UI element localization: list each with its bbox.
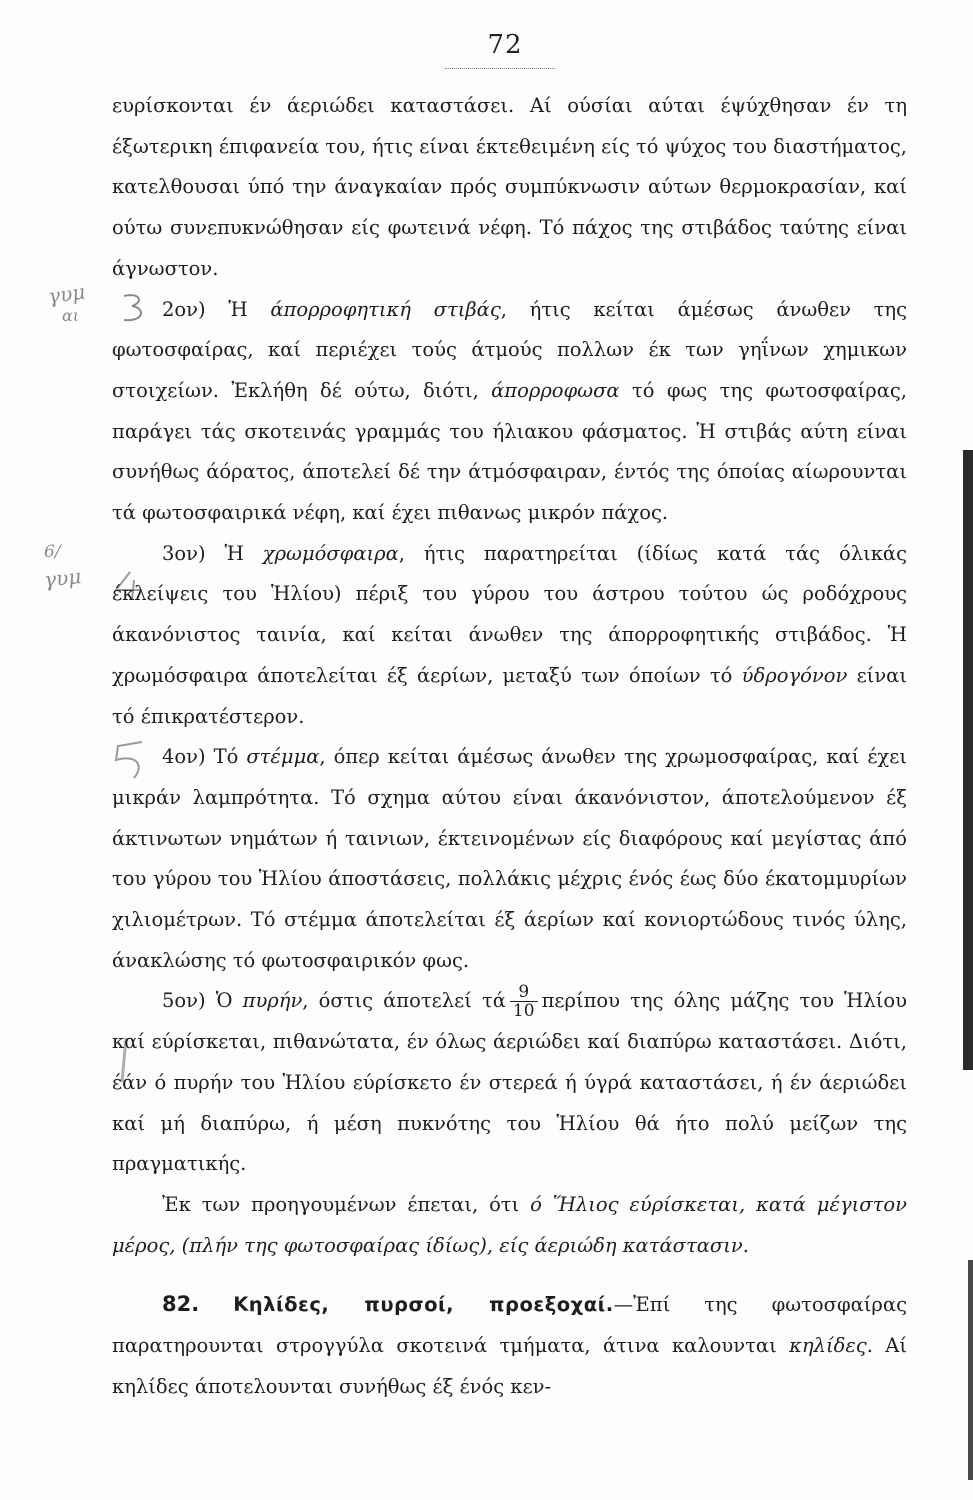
term-core: πυρήν (242, 989, 303, 1013)
paragraph-2-lead: Ἡ (228, 297, 248, 321)
term-absorbing-layer: άπορροφητική στιβάς (270, 297, 501, 321)
paragraph-3-text: , ήτις παρατηρείται (ίδίως κατά τάς όλικάς έκλείψεις του Ἡλίου) πέριξ του γύρου του άστρου τούτου ώς ροδόχρους άκανόνιστος ταινία, καί κείται άνωθεν της άπορροφητικής στιβάδος. Ἡ χρωμόσφαιρα άποτελείται έξ άερίων, μεταξύ των όποίων τό (112, 541, 908, 687)
term-chromosphere: χρωμόσφαιρα (262, 541, 399, 565)
paragraph-4-label: 4ον) (162, 745, 206, 769)
body-text (112, 86, 907, 1408)
paragraph-3-lead: Ἡ (224, 541, 244, 565)
paragraph-4-lead: Τό (213, 745, 239, 769)
paragraph-2-text: , ήτις κείται άμέσως άνωθεν της φωτοσφαίρας, καί περιέχει τούς άτμούς πολλων έκ των γηΐνων χημικων στοιχείων. Ἐκλήθη δέ ούτω, διότι, (112, 297, 908, 402)
fraction-denominator: 10 (512, 1001, 535, 1022)
term-corona: στέμμα (246, 745, 320, 769)
section-number: 82. (162, 1292, 200, 1317)
paragraph-3-text-2: είναι τό έπικρατέστερον. (112, 663, 907, 728)
term-hydrogen: ύδρογόνον (741, 663, 848, 687)
paragraph-5-text-2: περίπου της όλης μάζης του Ἡλίου καί εύρίσκεται, πιθανώτατα, έν όλως άεριώδει καί διαπύρω καταστάσει. Διότι, έάν ό πυρήν του Ἡλίου εύρίσκετο έν στερεά ή ύγρά καταστάσει, ή έν άεριώδει καί μή διαπύρω, ή μέση πυκνότης του Ἡλίου θά ήτο πολύ μείζων της πραγματικής. (112, 989, 908, 1176)
paragraph-2-label: 2ον) (162, 297, 206, 321)
paragraph-2 (112, 290, 907, 534)
section-text: Ἐπί της φωτοσφαίρας παρατηρουνται στρογγύλα σκοτεινά τμήματα, άτινα καλουνται (112, 1293, 907, 1358)
margin-note-3: 6/ (44, 542, 61, 562)
section-title: Κηλίδες, πυρσοί, προεξοχαί. (233, 1293, 614, 1317)
paragraph-1 (112, 86, 907, 290)
margin-note-2: αι (62, 306, 80, 325)
fraction-nine-tenths (510, 983, 538, 1020)
page-number: 72 (487, 30, 523, 60)
margin-note-4: γυμ (42, 564, 83, 592)
paragraph-3-label: 3ον) (162, 541, 206, 565)
page-edge-shadow-lower (968, 1260, 973, 1480)
paragraph-6-emphasis: ό Ἥλιος εύρίσκεται, κατά μέγιστον μέρος, (πλήν της φωτοσφαίρας ίδίως), είς άεριώδη κατάστασιν. (112, 1192, 907, 1257)
term-absorbing: άπορροφωσα (491, 378, 620, 402)
page-edge-shadow (963, 450, 973, 1070)
paragraph-5 (112, 981, 907, 1185)
section-dash: — (613, 1293, 634, 1317)
margin-note-1: γυμ (46, 279, 87, 309)
paragraph-6 (112, 1185, 907, 1266)
page-number-rule (445, 68, 555, 69)
paragraph-5-text: , όστις άποτελεί τά (302, 989, 506, 1013)
term-sunspots: κηλίδες (789, 1334, 867, 1358)
paragraph-3 (112, 534, 907, 738)
paragraph-5-label: 5ον) (162, 989, 206, 1013)
paragraph-4 (112, 737, 907, 981)
section-82 (112, 1284, 907, 1407)
fraction-numerator: 9 (510, 983, 538, 1002)
paragraph-1-text: ευρίσκονται έν άεριώδει καταστάσει. Αί ούσίαι αύται έψύχθησαν έν τη έξωτερικη έπιφανεία του, ήτις είναι έκτεθειμένη είς τό ψύχος του διαστήματος, κατελθουσαι ύπό την άναγκαίαν πρός συμπύκνωσιν αύτων θερμοκρασίαν, καί ούτω συνεπυκνώθησαν είς φωτεινά νέφη. Τό πάχος της στιβάδος ταύτης είναι άγνωστον. (112, 94, 907, 280)
section-text-2: . Αί κηλίδες άποτελουνται συνήθως έξ ένός κεν- (112, 1334, 908, 1398)
paragraph-4-text: , όπερ κείται άμέσως άνωθεν της χρωμοσφαίρας, καί έχει μικράν λαμπρότητα. Τό σχημα αύτου είναι άκανόνιστον, άποτελούμενον έξ άκτινωτων νημάτων ή ταινιων, έκτεινομένων είς διαφόρους καί μεγίστας άπό του γύρου του Ἡλίου άποστάσεις, πολλάκις μέχρις ένός έως δύο έκατομμυρίων χιλιομέτρων. Τό στέμμα άποτελείται έξ άερίων καί κονιορτώδους τινός ύλης, άνακλώσης τό φωτοσφαιρικόν φως. (112, 745, 907, 972)
paragraph-6-text: Ἐκ των προηγουμένων έπεται, ότι (162, 1192, 520, 1216)
paragraph-5-lead: Ὁ (215, 989, 233, 1013)
paragraph-2-text-2: τό φως της φωτοσφαίρας, παράγει τάς σκοτεινάς γραμμάς του ήλιακου φάσματος. Ἡ στιβάς αύτη είναι συνήθως άόρατος, άποτελεί δέ την άτμόσφαιραν, έντός της όποίας αίωρουνται τά φωτοσφαιρικά νέφη, καί έχει πιθανως μικρόν πάχος. (112, 378, 907, 525)
